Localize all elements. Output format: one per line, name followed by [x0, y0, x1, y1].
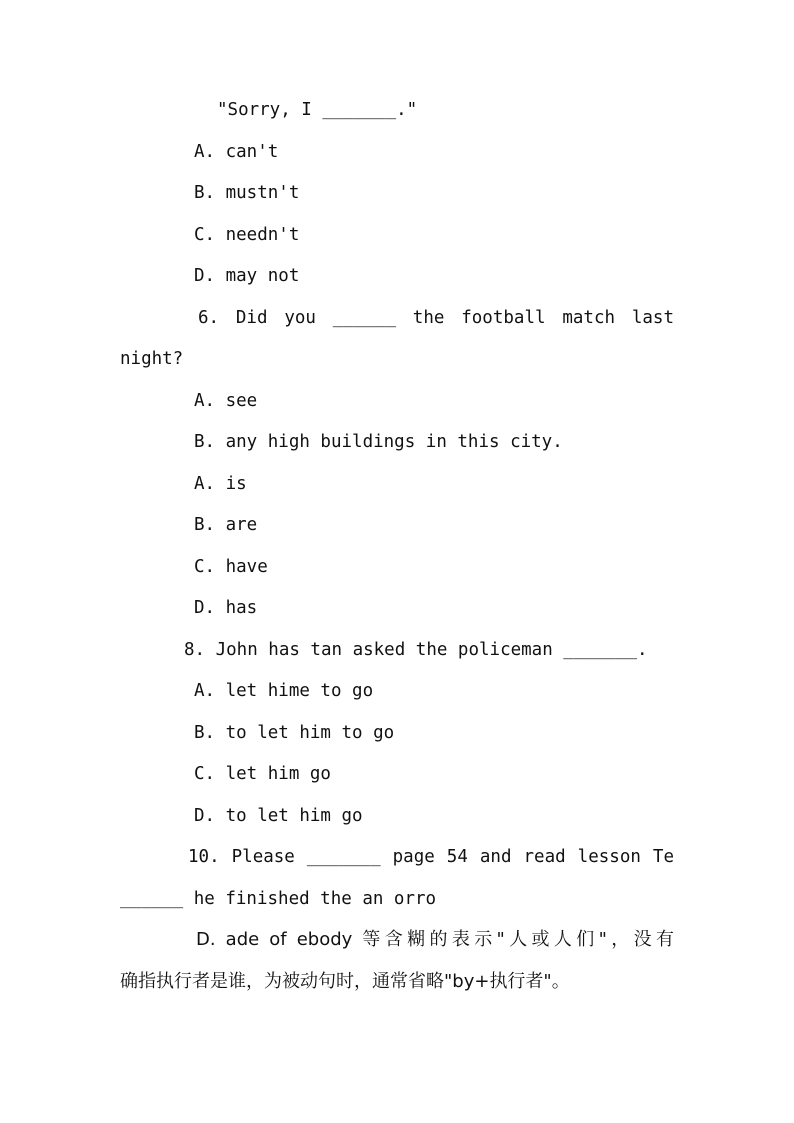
option-c: C. needn't — [194, 225, 300, 245]
option-b: B. are — [194, 515, 258, 535]
option-a: A. is — [194, 474, 247, 494]
option-d: D. has — [194, 598, 258, 618]
question-8: 8. John has tan asked the policeman _______. — [184, 640, 648, 660]
option-d: D. may not — [194, 266, 300, 286]
option-c: C. have — [194, 557, 268, 577]
note-paragraph-line-1: D. ade of ebody 等含糊的表示"人或人们"，没有 — [196, 929, 674, 950]
question-5-response: "Sorry, I _______." — [217, 100, 418, 120]
question-6-continued: night? — [120, 349, 184, 369]
question-6: 6. Did you ______ the football match last — [198, 308, 674, 328]
question-10: 10. Please _______ page 54 and read lesson Te — [188, 847, 674, 867]
option-a: A. can't — [194, 142, 279, 162]
question-10-continued: ______ he finished the an orro — [120, 889, 437, 909]
option-c: C. let him go — [194, 764, 331, 784]
note-paragraph-line-2: 确指执行者是谁，为被动句时，通常省略"by+执行者"。 — [120, 971, 570, 992]
option-b: B. to let him to go — [194, 723, 395, 743]
option-a: A. let hime to go — [194, 681, 374, 701]
option-a: A. see — [194, 391, 258, 411]
option-d: D. to let him go — [194, 806, 363, 826]
option-b: B. mustn't — [194, 183, 300, 203]
option-b: B. any high buildings in this city. — [194, 432, 563, 452]
